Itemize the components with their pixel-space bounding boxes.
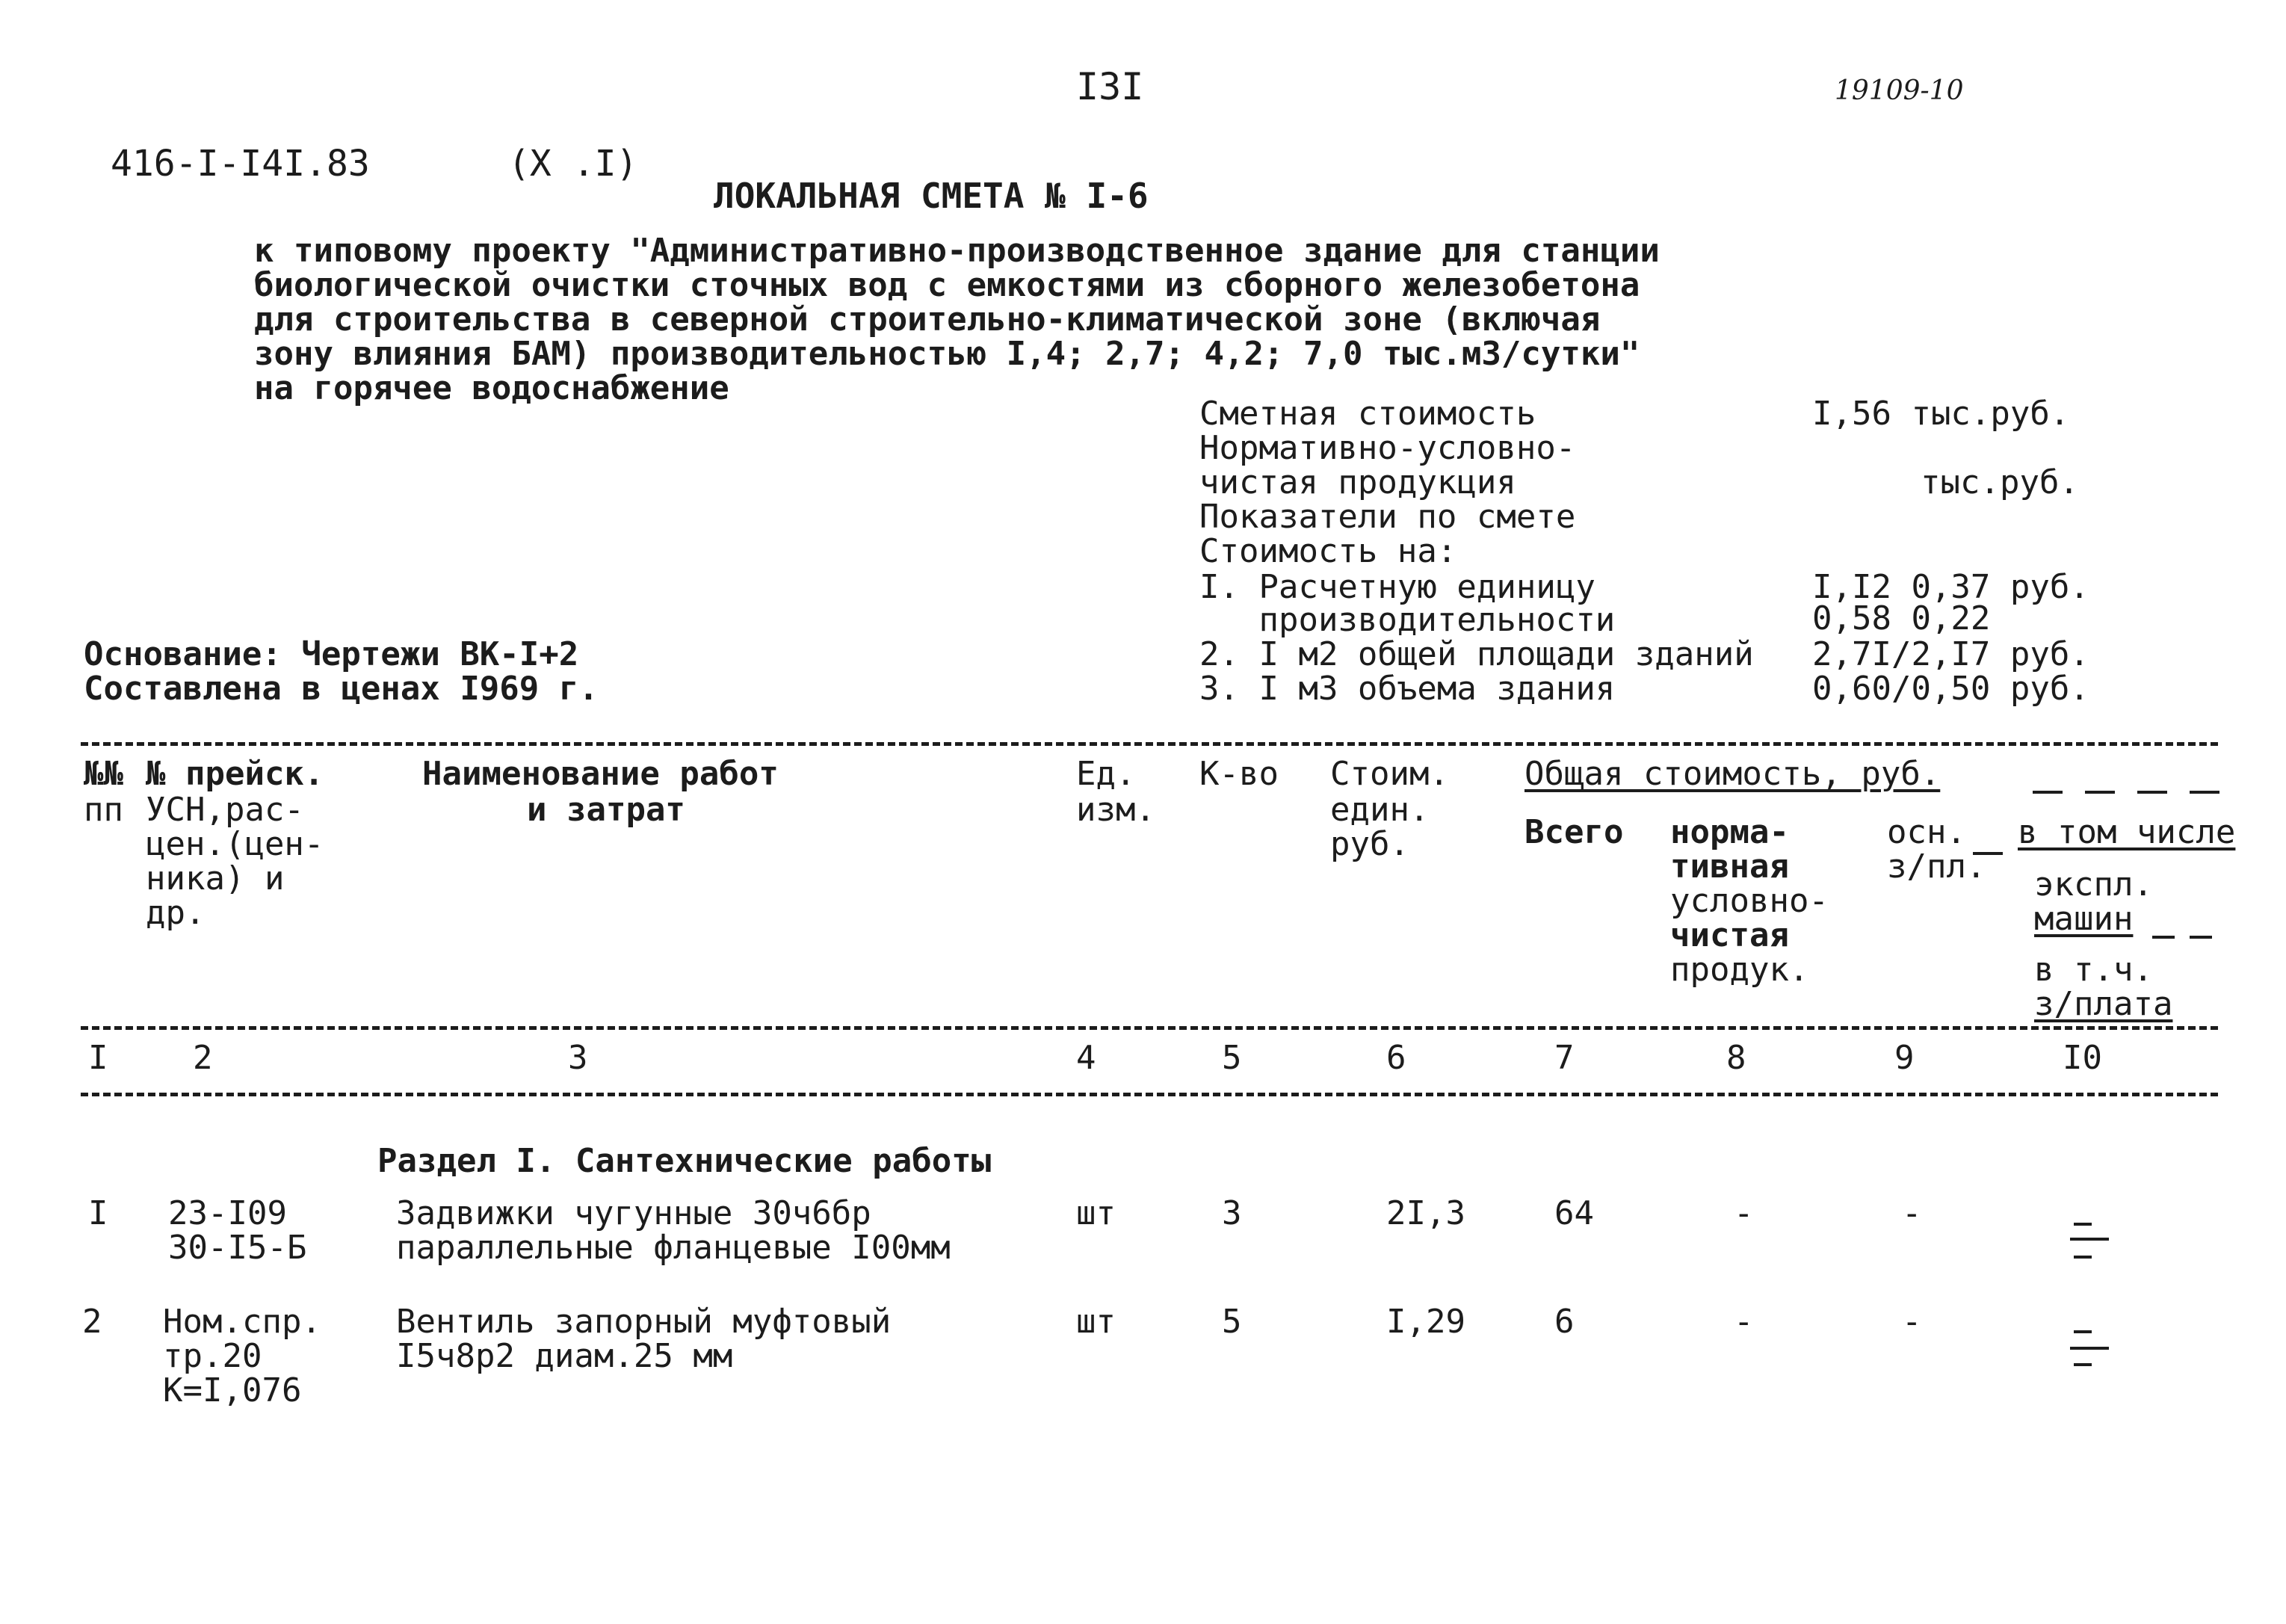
- row-wages: -: [1902, 1194, 1922, 1232]
- header-col-8: тивная: [1670, 847, 1789, 886]
- col-number: 8: [1726, 1039, 1746, 1077]
- header-dash: [2190, 791, 2219, 794]
- header-col-2: др.: [146, 894, 206, 932]
- header-col-3: и затрат: [527, 791, 685, 829]
- subtitle-line: зону влияния БАМ) производительностью I,4; 2,7; 4,2; 7,0 тыс.м3/сутки": [254, 335, 1640, 373]
- header-col-9: осн.: [1887, 813, 1966, 851]
- row-net-product: -: [1734, 1194, 1754, 1232]
- row-name: I5ч8р2 диам.25 мм: [396, 1337, 733, 1375]
- row-unit: шт: [1076, 1303, 1116, 1341]
- row-quantity: 3: [1222, 1194, 1242, 1232]
- row-code: Ном.спр.: [163, 1303, 321, 1341]
- header-dash: [2033, 791, 2063, 794]
- subtitle-line: на горячее водоснабжение: [254, 369, 729, 407]
- header-col-3: Наименование работ: [422, 755, 779, 793]
- col-number: 9: [1894, 1039, 1915, 1077]
- row-unit: шт: [1076, 1194, 1116, 1232]
- header-including: в том числе: [2018, 813, 2236, 851]
- indicator-3: 3. I м3 объема здания: [1199, 670, 1616, 708]
- header-col-6: Стоим.: [1330, 755, 1449, 793]
- header-col-2: № прейск.: [146, 755, 324, 793]
- header-col-2: цен.(цен-: [146, 825, 324, 863]
- column-numbers-rule: [81, 1093, 2218, 1096]
- row-machines-dash: [2074, 1223, 2092, 1226]
- header-col-10: в т.ч.: [2034, 951, 2153, 989]
- cost-value: I,56 тыс.руб.: [1812, 395, 2070, 433]
- section-title: Раздел I. Сантехнические работы: [377, 1142, 992, 1180]
- header-col-6: един.: [1330, 791, 1430, 829]
- row-code: К=I,076: [163, 1371, 302, 1410]
- subtitle-line: биологической очистки сточных вод с емкостями из сборного железобетона: [254, 266, 1640, 304]
- row-total: 6: [1554, 1303, 1575, 1341]
- doc-code: 416-I-I4I.83: [111, 143, 370, 185]
- row-unit-price: I,29: [1386, 1303, 1465, 1341]
- header-col-2: ника) и: [146, 859, 285, 898]
- row-code: тр.20: [163, 1337, 262, 1375]
- row-wages: -: [1902, 1303, 1922, 1341]
- prices-year: Составлена в ценах I969 г.: [84, 670, 599, 708]
- header-col-1: пп: [84, 791, 123, 829]
- net-product-label: Нормативно-условно-: [1199, 429, 1576, 467]
- table-top-rule: [81, 742, 2218, 746]
- row-machines-dash: [2070, 1347, 2109, 1350]
- indicator-1-sub: производительности: [1199, 601, 1616, 639]
- header-col-6: руб.: [1330, 825, 1409, 863]
- indicator-1: I. Расчетную единицу: [1199, 568, 1595, 606]
- header-col-10: экспл.: [2034, 865, 2153, 904]
- page-number: I3I: [1076, 65, 1144, 108]
- header-dash: [2190, 936, 2212, 939]
- indicator-1-value-2: 0,58 0,22: [1812, 599, 1991, 637]
- header-dash: [2137, 791, 2167, 794]
- row-machines-dash: [2074, 1363, 2092, 1366]
- volume: (X .I): [508, 143, 638, 185]
- row-quantity: 5: [1222, 1303, 1242, 1341]
- col-number: 4: [1076, 1039, 1096, 1077]
- col-number: 5: [1222, 1039, 1242, 1077]
- indicator-1-value: I,I2 0,37 руб.: [1812, 568, 2089, 606]
- header-col-1: №№: [84, 755, 123, 793]
- row-code: 23-I09: [168, 1194, 287, 1232]
- col-number: I: [88, 1039, 108, 1077]
- indicators-label: Показатели по смете: [1199, 498, 1576, 536]
- col-number: I0: [2063, 1039, 2102, 1077]
- header-col-10: машин: [2034, 900, 2134, 938]
- row-total: 64: [1554, 1194, 1594, 1232]
- header-col-8: условно-: [1670, 882, 1829, 920]
- row-machines-dash: [2070, 1238, 2109, 1241]
- header-col-8: чистая: [1670, 916, 1789, 954]
- header-col-4: Ед.: [1076, 755, 1136, 793]
- header-dash: [2085, 791, 2115, 794]
- header-col-4: изм.: [1076, 791, 1155, 829]
- basis: Основание: Чертежи ВК-I+2: [84, 635, 579, 673]
- col-number: 6: [1386, 1039, 1406, 1077]
- net-product-label: чистая продукция: [1199, 463, 1516, 501]
- col-number: 2: [193, 1039, 213, 1077]
- row-name: Вентиль запорный муфтовый: [396, 1303, 892, 1341]
- row-number: I: [88, 1194, 108, 1232]
- header-col-5: К-во: [1199, 755, 1279, 793]
- row-net-product: -: [1734, 1303, 1754, 1341]
- header-col-7: Всего: [1524, 813, 1624, 851]
- subtitle-line: к типовому проекту "Административно-производственное здание для станции: [254, 232, 1660, 270]
- header-col-8: норма-: [1670, 813, 1789, 851]
- document-title: ЛОКАЛЬНАЯ СМЕТА № I-6: [714, 176, 1149, 216]
- header-col-10: з/плата: [2034, 985, 2173, 1023]
- row-number: 2: [82, 1303, 102, 1341]
- indicator-2: 2. I м2 общей площади зданий: [1199, 635, 1754, 673]
- header-col-8: продук.: [1670, 951, 1809, 989]
- col-number: 7: [1554, 1039, 1575, 1077]
- header-col-9: з/пл.: [1887, 847, 1986, 886]
- row-machines-dash: [2074, 1256, 2092, 1259]
- header-bottom-rule: [81, 1026, 2218, 1030]
- header-total-cost: Общая стоимость, руб.: [1524, 755, 1941, 793]
- indicator-3-value: 0,60/0,50 руб.: [1812, 670, 2089, 708]
- cost-label: Сметная стоимость: [1199, 395, 1536, 433]
- header-col-2: УСН,рас-: [146, 791, 304, 829]
- indicator-2-value: 2,7I/2,I7 руб.: [1812, 635, 2089, 673]
- cost-on-label: Стоимость на:: [1199, 532, 1457, 570]
- col-number: 3: [568, 1039, 588, 1077]
- row-unit-price: 2I,3: [1386, 1194, 1465, 1232]
- header-dash: [2152, 936, 2175, 939]
- net-product-value: тыс.руб.: [1921, 463, 2079, 501]
- row-code: 30-I5-Б: [168, 1229, 307, 1267]
- row-name: параллельные фланцевые I00мм: [396, 1229, 951, 1267]
- archive-code: 19109-10: [1835, 75, 1964, 106]
- header-dash: [1973, 852, 2003, 855]
- row-name: Задвижки чугунные 30ч6бр: [396, 1194, 871, 1232]
- subtitle-line: для строительства в северной строительно-климатической зоне (включая: [254, 300, 1601, 339]
- row-machines-dash: [2074, 1330, 2092, 1333]
